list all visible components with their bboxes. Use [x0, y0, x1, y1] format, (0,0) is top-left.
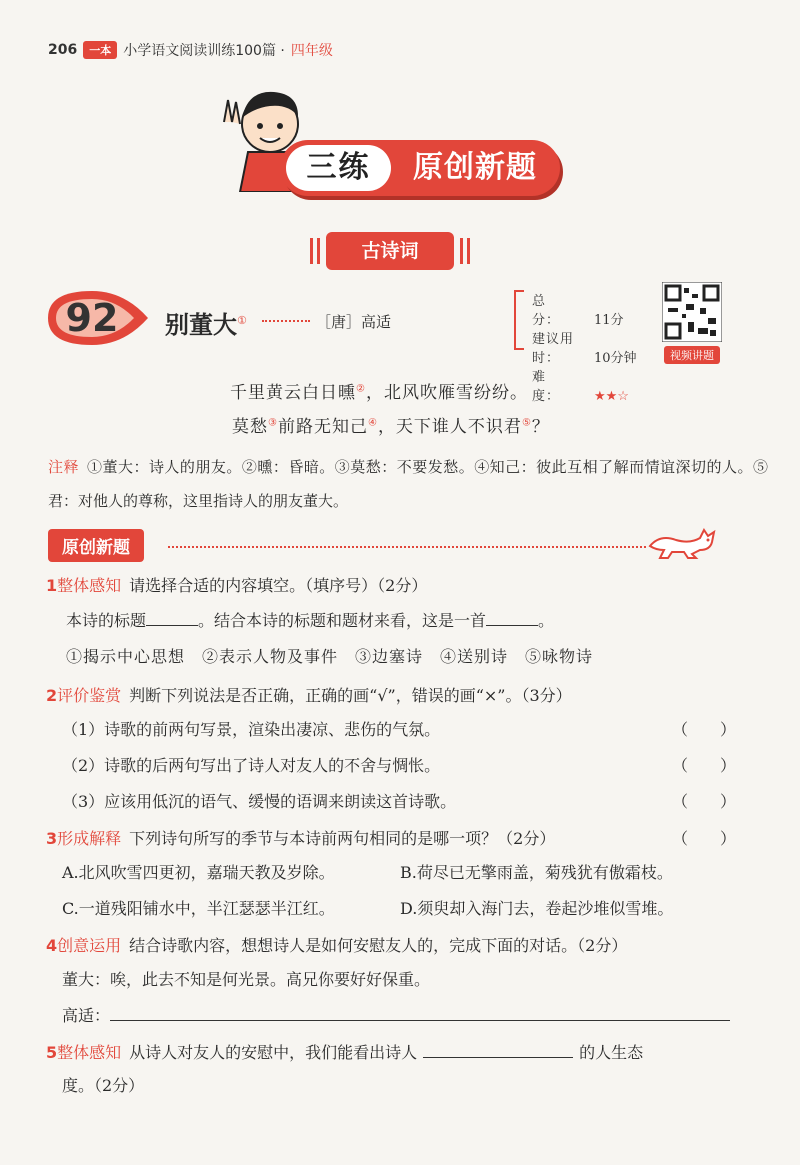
- genre-bar-right-2: [467, 238, 470, 264]
- info-difficulty: 难 度： ★★☆: [532, 370, 629, 404]
- page-header: [48, 40, 333, 60]
- q1-options: ①揭示中心思想 ②表示人物及事件 ③边塞诗 ④送别诗 ⑤咏物诗: [66, 647, 594, 666]
- qr-code-icon[interactable]: [662, 282, 722, 342]
- q2-answer-3[interactable]: （ ）: [672, 792, 737, 811]
- notes-label: 注释: [48, 458, 79, 476]
- q1-fill-line: 本诗的标题 。结合本诗的标题和题材来看，这是一首 。: [66, 611, 555, 630]
- lesson-banner: [280, 140, 560, 196]
- notes-text: ①董大：诗人的朋友。②曛：昏暗。③莫愁：不要发愁。④知己：彼此互相了解而情谊深切的人。⑤君：对他人的尊称，这里指诗人的朋友董大。: [48, 458, 768, 510]
- genre-bar-left-2: [317, 238, 320, 264]
- difficulty-stars: ★★☆: [594, 389, 629, 404]
- q4-dialogue-gaoshi: 高适：: [62, 1003, 730, 1026]
- q2-answer-2[interactable]: （ ）: [672, 756, 737, 775]
- q2-answer-1[interactable]: （ ）: [672, 720, 737, 739]
- book-title: 小学语文阅读训练100篇 ·: [123, 43, 285, 59]
- genre-bar-left: [310, 238, 313, 264]
- banner-name: 原创新题: [413, 150, 537, 185]
- question-4: 4创意运用 结合诗歌内容，想想诗人是如何安慰友人的，完成下面的对话。（2分）: [46, 936, 628, 955]
- section-heading: 原创新题: [48, 529, 144, 562]
- brand-tag: 一本: [83, 41, 117, 59]
- poem-title: [165, 305, 247, 340]
- poem-title-text: 别董大: [165, 311, 237, 339]
- question-5: 5整体感知 从诗人对友人的安慰中，我们能看出诗人 的人生态: [46, 1043, 644, 1062]
- q1-blank-2[interactable]: [486, 625, 538, 626]
- genre-bar-right: [460, 238, 463, 264]
- q3-answer[interactable]: （ ）: [672, 829, 737, 848]
- poem-author: ［唐］高适: [316, 313, 392, 331]
- q4-answer-line[interactable]: [110, 1020, 730, 1021]
- q4-dialogue-dongda: 董大：唉，此去不知是何光景。高兄你要好好保重。: [62, 970, 431, 989]
- genre-label: 古诗词: [326, 232, 454, 270]
- cat-icon: [646, 520, 722, 560]
- poem-number-badge: [40, 285, 152, 351]
- question-2: 2评价鉴赏 判断下列说法是否正确，正确的画“√”，错误的画“×”。（3分）: [46, 686, 572, 705]
- info-score: 总 分： 11分: [532, 294, 624, 328]
- q5-blank[interactable]: [423, 1057, 573, 1058]
- q3-option-c: C.一道残阳铺水中，半江瑟瑟半江红。: [62, 899, 335, 918]
- info-bracket: [514, 290, 524, 350]
- banner-level: 三练: [286, 145, 391, 191]
- q2-item-2: （2）诗歌的后两句写出了诗人对友人的不舍与惆怅。: [62, 756, 441, 775]
- section-dotted-line: [168, 546, 646, 548]
- poem-notes: [48, 450, 768, 518]
- info-box: [532, 292, 637, 406]
- page-number: 206: [48, 42, 78, 58]
- q5-continued: 度。（2分）: [62, 1076, 145, 1095]
- q2-item-1: （1）诗歌的前两句写景，渲染出凄凉、悲伤的气氛。: [62, 720, 441, 739]
- q2-item-3: （3）应该用低沉的语气、缓慢的语调来朗读这首诗歌。: [62, 792, 457, 811]
- poem-title-note: ①: [237, 314, 247, 327]
- poem-line-1: 千里黄云白日曛②，北风吹雁雪纷纷。: [230, 383, 528, 403]
- genre-tag: [310, 232, 470, 270]
- q1-blank-1[interactable]: [146, 625, 198, 626]
- title-dotted-line: [262, 320, 310, 322]
- info-time: 建议用时： 10分钟: [532, 332, 637, 366]
- poem-number: 92: [65, 296, 119, 340]
- qr-video-label[interactable]: 视频讲题: [664, 346, 720, 364]
- question-3: 3形成解释 下列诗句所写的季节与本诗前两句相同的是哪一项？（2分）: [46, 829, 556, 848]
- q3-option-b: B.荷尽已无擎雨盖，菊残犹有傲霜枝。: [400, 863, 673, 882]
- q3-option-a: A.北风吹雪四更初，嘉瑞天教及岁除。: [62, 863, 335, 882]
- grade-label: 四年级: [290, 43, 333, 59]
- poem-line-2: 莫愁③前路无知己④，天下谁人不识君⑤？: [232, 417, 550, 437]
- q3-option-d: D.须臾却入海门去，卷起沙堆似雪堆。: [400, 899, 674, 918]
- question-1: 1整体感知 请选择合适的内容填空。（填序号）（2分）: [46, 576, 428, 595]
